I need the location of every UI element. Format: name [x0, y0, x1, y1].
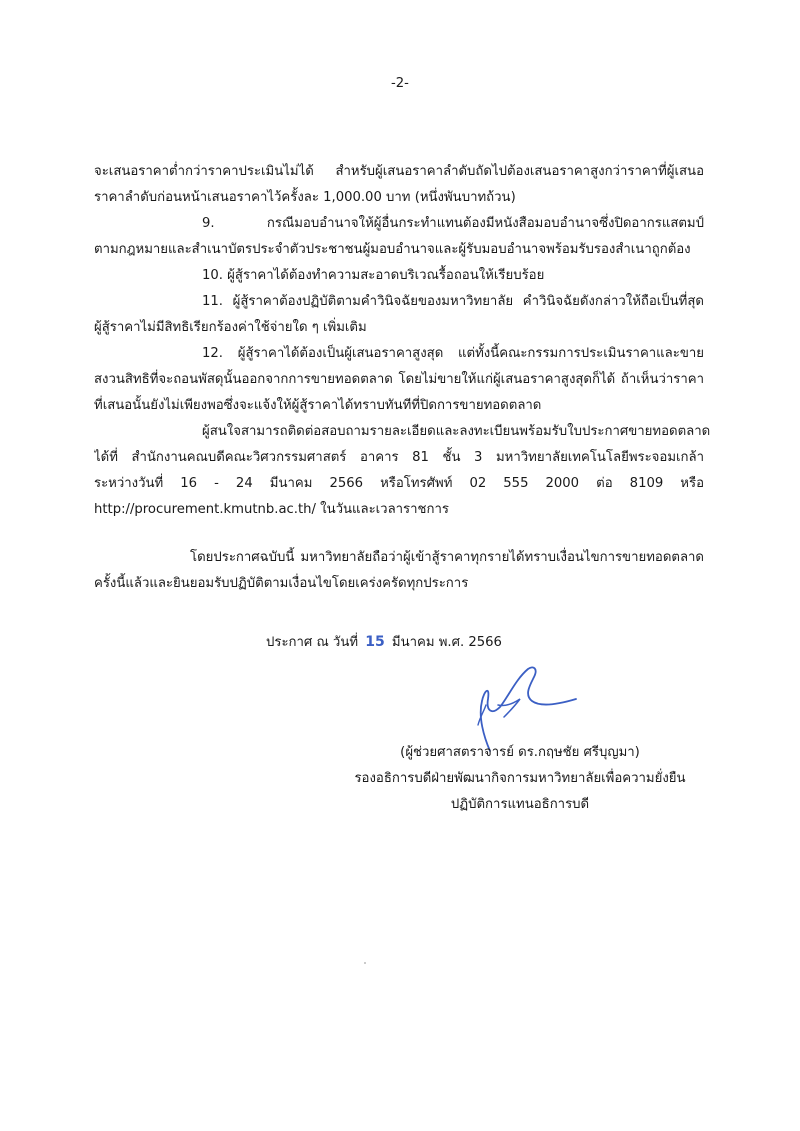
announcement-date — [266, 630, 502, 655]
item-9-line-1: 9. กรณีมอบอำนาจให้ผู้อื่นกระทำแทนต้องมีหนังสือมอบอำนาจซึ่งปิดอากรแสตมป์ — [202, 216, 704, 231]
item-11-line-2: ผู้สู้ราคาไม่มีสิทธิเรียกร้องค่าใช้จ่ายใด ๆ เพิ่มเติม — [94, 320, 367, 335]
contact-line-4: http://procurement.kmutnb.ac.th/ ในวันและเวลาราชการ — [94, 502, 449, 517]
contact-line-2: ได้ที่ สำนักงานคณบดีคณะวิศวกรรมศาสตร์ อาคาร 81 ชั้น 3 มหาวิทยาลัยเทคโนโลยีพระจอมเกล้า — [94, 450, 704, 465]
item-9-line-2: ตามกฎหมายและสำเนาบัตรประจำตัวประชาชนผู้มอบอำนาจและผู้รับมอบอำนาจพร้อมรับรองสำเนาถูกต้อง — [94, 242, 691, 257]
date-suffix: มีนาคม พ.ศ. 2566 — [391, 635, 502, 650]
item-12-line-3: ที่เสนอนั้นยังไม่เพียงพอซึ่งจะแจ้งให้ผู้สู้ราคาได้ทราบทันทีที่ปิดการขายทอดตลาด — [94, 398, 542, 413]
item-12-line-2: สงวนสิทธิที่จะถอนพัสดุนั้นออกจากการขายทอดตลาด โดยไม่ขายให้แก่ผู้เสนอราคาสูงสุดก็ได้ ถ้าเห็นว่าราคา — [94, 372, 704, 387]
item-10-line-1: 10. ผู้สู้ราคาได้ต้องทำความสะอาดบริเวณรื้อถอนให้เรียบร้อย — [202, 268, 545, 283]
page-number: -2- — [391, 76, 409, 91]
signatory-position: รองอธิการบดีฝ่ายพัฒนากิจการมหาวิทยาลัยเพื่อความยั่งยืน — [354, 771, 686, 786]
item-8-line-1: จะเสนอราคาต่ำกว่าราคาประเมินไม่ได้ สำหรับผู้เสนอราคาลำดับถัดไปต้องเสนอราคาสูงกว่าราคาที่ผู้เสนอ — [94, 164, 704, 179]
date-prefix: ประกาศ ณ วันที่ — [266, 635, 359, 650]
handwritten-signature — [458, 655, 608, 755]
closing-line-2: ครั้งนี้แล้วและยินยอมรับปฏิบัติตามเงื่อนไขโดยเคร่งครัดทุกประการ — [94, 576, 469, 591]
contact-line-1: ผู้สนใจสามารถติดต่อสอบถามรายละเอียดและลงทะเบียนพร้อมรับใบประกาศขายทอดตลาด — [202, 424, 711, 439]
signatory-name: (ผู้ช่วยศาสตราจารย์ ดร.กฤษชัย ศรีบุญมา) — [400, 745, 640, 760]
scan-speck — [364, 962, 366, 964]
handwritten-day: 15 — [365, 634, 385, 650]
item-12-line-1: 12. ผู้สู้ราคาได้ต้องเป็นผู้เสนอราคาสูงสุด แต่ทั้งนี้คณะกรรมการประเมินราคาและขาย — [202, 346, 704, 361]
contact-line-3: ระหว่างวันที่ 16 - 24 มีนาคม 2566 หรือโทรศัพท์ 02 555 2000 ต่อ 8109 หรือ — [94, 476, 704, 491]
item-11-line-1: 11. ผู้สู้ราคาต้องปฏิบัติตามคำวินิจฉัยของมหาวิทยาลัย คำวินิจฉัยดังกล่าวให้ถือเป็นที่สุด — [202, 294, 704, 309]
closing-line-1: โดยประกาศฉบับนี้ มหาวิทยาลัยถือว่าผู้เข้าสู้ราคาทุกรายได้ทราบเงื่อนไขการขายทอดตลาด — [190, 550, 704, 565]
signatory-acting: ปฏิบัติการแทนอธิการบดี — [450, 797, 590, 812]
item-8-line-2: ราคาลำดับก่อนหน้าเสนอราคาไว้ครั้งละ 1,000.00 บาท (หนึ่งพันบาทถ้วน) — [94, 190, 516, 205]
